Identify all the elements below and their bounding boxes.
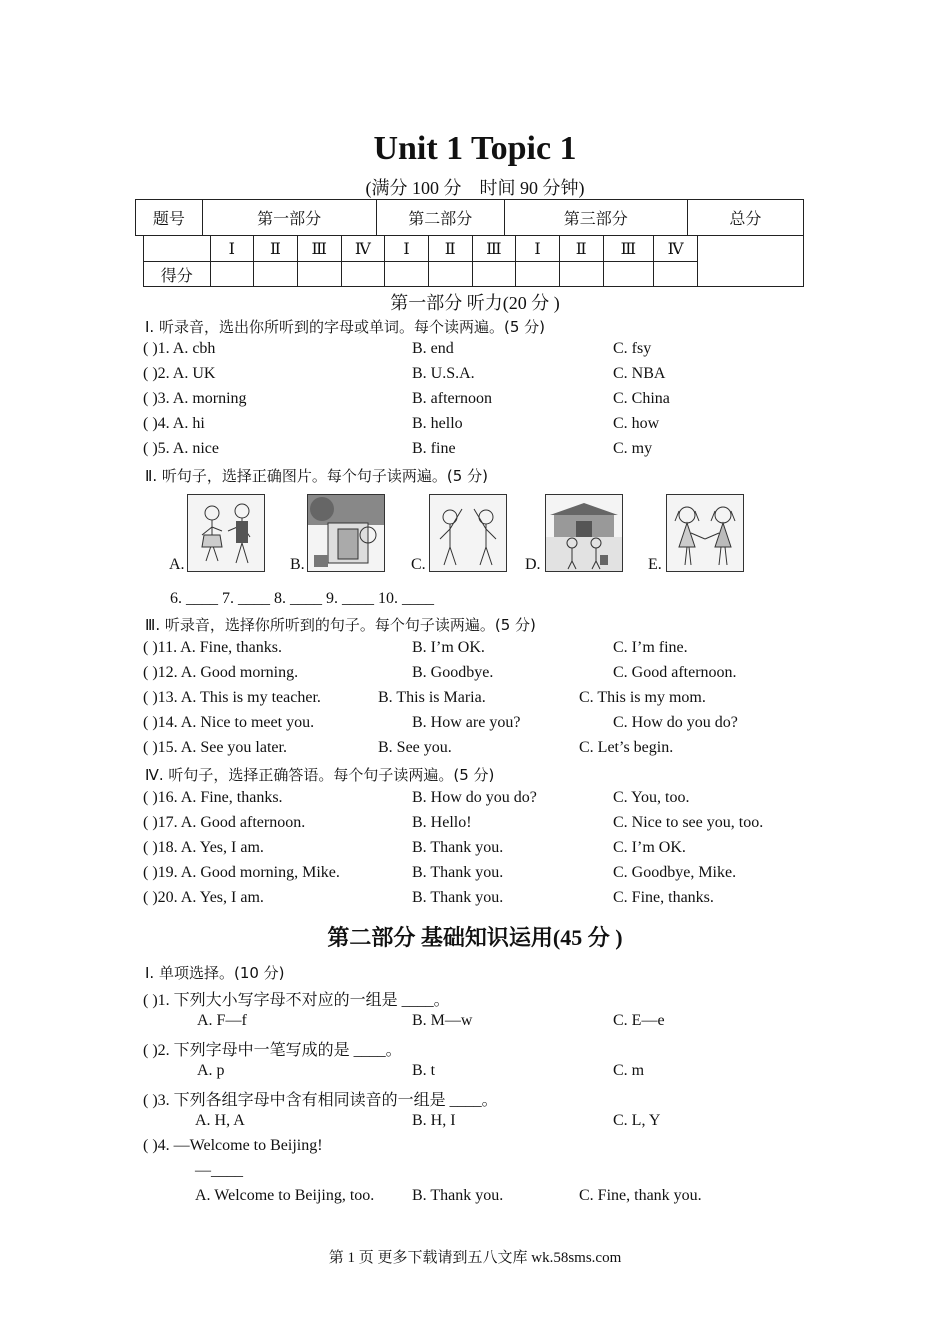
option-a: A. p [197,1062,225,1079]
option-b: B. t [412,1062,436,1079]
question-item: ( )15. A. See you later. [143,739,287,756]
roman-cell: Ⅰ [385,236,429,262]
question-item: ( )17. A. Good afternoon. [143,814,306,831]
option-c: C. L, Y [613,1112,661,1129]
option-b: B. U.S.A. [412,365,475,382]
score-table-sub [143,235,804,287]
option-b: B. hello [412,415,463,432]
option-a: A. Welcome to Beijing, too. [195,1187,375,1204]
question-item: ( )2. 下列字母中一笔写成的是 ____。 [143,1042,402,1059]
question-item: ( )11. A. Fine, thanks. [143,639,282,656]
option-c: C. Fine, thanks. [613,889,714,906]
question-item: ( )3. A. morning [143,390,247,407]
question-item: ( )2. A. UK [143,365,216,382]
option-c: C. I’m OK. [613,839,686,856]
option-b: B. Thank you. [412,1187,504,1204]
roman-cell: Ⅰ [516,236,560,262]
blank-cell [144,236,211,262]
picture-label: A. [169,556,185,573]
part1-title: 第一部分 听力(20 分 ) [390,293,560,313]
option-c: C. I’m fine. [613,639,688,656]
roman-cell: Ⅲ [297,236,341,262]
option-b: B. H, I [412,1112,456,1129]
score-cell [341,262,385,287]
roman-cell: Ⅲ [472,236,516,262]
section-heading: Ⅳ. 听句子，选择正确答语。每个句子读两遍。(5 分) [145,766,495,784]
question-item: ( )16. A. Fine, thanks. [143,789,283,806]
question-item: ( )12. A. Good morning. [143,664,299,681]
option-c: C. my [613,440,653,457]
section-heading: Ⅲ. 听录音，选择你所听到的句子。每个句子读两遍。(5 分) [145,616,536,634]
option-c: C. NBA [613,365,666,382]
option-b: B. How do you do? [412,789,537,806]
dialogue-blank: —____ [195,1162,243,1179]
score-label-cell: 得分 [144,262,211,287]
header-cell-part2: 第二部分 [376,200,504,236]
header-cell-part3: 第三部分 [504,200,687,236]
picture-e-two-girls-handshake [666,494,744,572]
question-item: ( )18. A. Yes, I am. [143,839,264,856]
header-cell-total: 总分 [687,200,803,236]
page-footer: 第 1 页 更多下载请到五八文库 wk.58sms.com [328,1250,622,1266]
score-cell [603,262,654,287]
section-heading: Ⅰ. 听录音，选出你所听到的字母或单词。每个读两遍。(5 分) [145,318,545,336]
option-c: C. Good afternoon. [613,664,737,681]
option-c: C. This is my mom. [579,689,706,706]
option-b: B. I’m OK. [412,639,485,656]
score-cell [428,262,472,287]
page-title: Unit 1 Topic 1 [373,130,577,167]
question-item: ( )19. A. Good morning, Mike. [143,864,340,881]
option-c: C. how [613,415,660,432]
score-cell [559,262,603,287]
roman-cell: Ⅱ [559,236,603,262]
roman-cell: Ⅳ [341,236,385,262]
picture-d-tiananmen-travelers [545,494,623,572]
option-b: B. end [412,340,454,357]
option-b: B. M—w [412,1012,473,1029]
score-cell [210,262,254,287]
option-b: B. afternoon [412,390,492,407]
option-b: B. See you. [378,739,452,756]
option-b: B. Goodbye. [412,664,494,681]
picture-label: C. [411,556,426,573]
score-table [135,199,804,236]
option-b: B. This is Maria. [378,689,486,706]
option-c: C. E—e [613,1012,665,1029]
picture-c-two-boys-waving [429,494,507,572]
score-cell [472,262,516,287]
question-item: ( )20. A. Yes, I am. [143,889,264,906]
option-c: C. fsy [613,340,652,357]
option-b: B. Thank you. [412,864,504,881]
roman-cell: Ⅳ [654,236,698,262]
roman-cell: Ⅱ [254,236,298,262]
option-c: C. m [613,1062,645,1079]
answer-blanks: 6. ____ 7. ____ 8. ____ 9. ____ 10. ____ [170,590,434,607]
question-item: ( )14. A. Nice to meet you. [143,714,315,731]
option-b: B. Hello! [412,814,472,831]
roman-cell: Ⅰ [210,236,254,262]
question-item: ( )4. A. hi [143,415,205,432]
page-subtitle: (满分 100 分 时间 90 分钟) [365,178,585,198]
part2-title: 第二部分 基础知识运用(45 分 ) [327,925,623,950]
score-cell [654,262,698,287]
option-c: C. Goodbye, Mike. [613,864,737,881]
option-b: B. Thank you. [412,839,504,856]
picture-b-school-gate [307,494,385,572]
option-c: C. Let’s begin. [579,739,674,756]
question-item: ( )1. A. cbh [143,340,216,357]
picture-label: E. [648,556,662,573]
option-c: C. You, too. [613,789,690,806]
score-cell [516,262,560,287]
picture-label: B. [290,556,305,573]
question-item: ( )1. 下列大小写字母不对应的一组是 ____。 [143,992,450,1009]
section-heading: Ⅰ. 单项选择。(10 分) [145,964,285,982]
option-c: C. China [613,390,670,407]
header-cell-number: 题号 [136,200,203,236]
option-b: B. Thank you. [412,889,504,906]
option-a: A. H, A [195,1112,245,1129]
section-heading: Ⅱ. 听句子，选择正确图片。每个句子读两遍。(5 分) [145,467,488,485]
score-cell [297,262,341,287]
roman-cell: Ⅲ [603,236,654,262]
option-a: A. F—f [197,1012,247,1029]
option-c: C. Fine, thank you. [579,1187,702,1204]
question-item: ( )4. —Welcome to Beijing! [143,1137,323,1154]
question-item: ( )5. A. nice [143,440,219,457]
option-b: B. How are you? [412,714,521,731]
score-cell [385,262,429,287]
roman-cell: Ⅱ [428,236,472,262]
total-score-cell [697,236,803,287]
question-item: ( )13. A. This is my teacher. [143,689,321,706]
picture-label: D. [525,556,541,573]
option-b: B. fine [412,440,456,457]
option-c: C. How do you do? [613,714,738,731]
header-cell-part1: 第一部分 [202,200,376,236]
option-c: C. Nice to see you, too. [613,814,764,831]
question-item: ( )3. 下列各组字母中含有相同读音的一组是 ____。 [143,1092,498,1109]
picture-a-two-people-greeting [187,494,265,572]
score-cell [254,262,298,287]
